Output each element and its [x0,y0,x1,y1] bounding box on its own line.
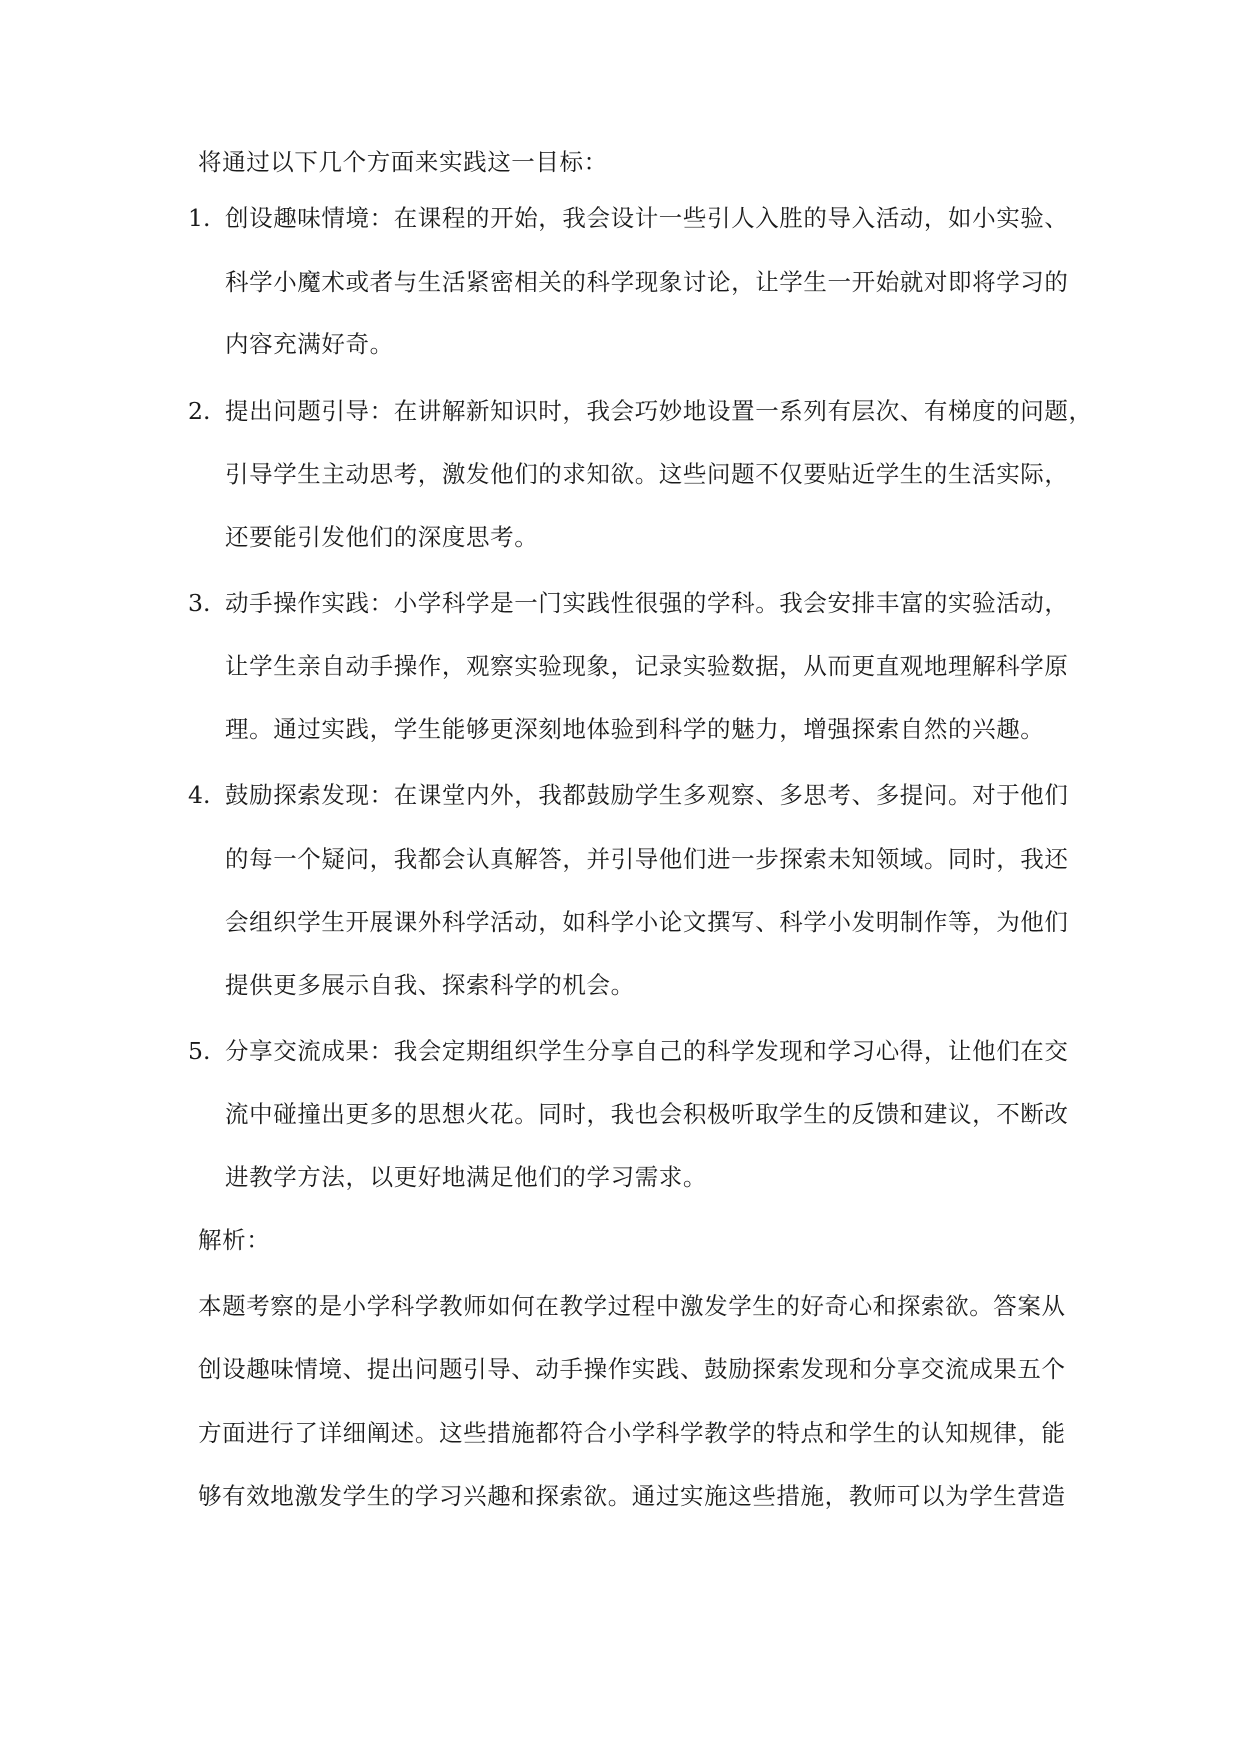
list-item-line: 引导学生主动思考，激发他们的求知欲。这些问题不仅要贴近学生的生活实际， [225,460,1069,488]
list-item-line: 创设趣味情境：在课程的开始，我会设计一些引人入胜的导入活动，如小实验、 [225,204,1069,232]
list-item-line: 科学小魔术或者与生活紧密相关的科学现象讨论，让学生一开始就对即将学习的 [225,268,1069,296]
analysis-heading: 解析： [198,1226,271,1254]
list-item-line: 让学生亲自动手操作，观察实验现象，记录实验数据，从而更直观地理解科学原 [225,652,1069,680]
intro-text: 将通过以下几个方面来实践这一目标： [198,148,608,176]
list-item-line: 理。通过实践，学生能够更深刻地体验到科学的魅力，增强探索自然的兴趣。 [225,715,1045,743]
list-number: 3. [188,589,211,617]
list-number: 2. [188,397,211,425]
list-item-line: 会组织学生开展课外科学活动，如科学小论文撰写、科学小发明制作等，为他们 [225,908,1069,936]
list-item-line: 动手操作实践：小学科学是一门实践性很强的学科。我会安排丰富的实验活动， [225,589,1069,617]
list-item-line: 内容充满好奇。 [225,330,394,358]
analysis-line: 够有效地激发学生的学习兴趣和探索欲。通过实施这些措施，教师可以为学生营造 [198,1482,1066,1510]
list-item-line: 的每一个疑问，我都会认真解答，并引导他们进一步探索未知领域。同时，我还 [225,845,1069,873]
list-item-line: 进教学方法，以更好地满足他们的学习需求。 [225,1163,707,1191]
list-number: 4. [188,781,211,809]
analysis-line: 创设趣味情境、提出问题引导、动手操作实践、鼓励探索发现和分享交流成果五个 [198,1355,1066,1383]
list-item-line: 提出问题引导：在讲解新知识时，我会巧妙地设置一系列有层次、有梯度的问题， [225,397,1093,425]
list-item-line: 流中碰撞出更多的思想火花。同时，我也会积极听取学生的反馈和建议，不断改 [225,1100,1069,1128]
list-item-line: 鼓励探索发现：在课堂内外，我都鼓励学生多观察、多思考、多提问。对于他们 [225,781,1069,809]
list-number: 1. [188,204,211,232]
list-number: 5. [188,1037,211,1065]
analysis-line: 本题考察的是小学科学教师如何在教学过程中激发学生的好奇心和探索欲。答案从 [198,1292,1066,1320]
list-item-line: 提供更多展示自我、探索科学的机会。 [225,971,635,999]
analysis-line: 方面进行了详细阐述。这些措施都符合小学科学教学的特点和学生的认知规律，能 [198,1419,1066,1447]
list-item-line: 分享交流成果：我会定期组织学生分享自己的科学发现和学习心得，让他们在交 [225,1037,1069,1065]
list-item-line: 还要能引发他们的深度思考。 [225,523,539,551]
